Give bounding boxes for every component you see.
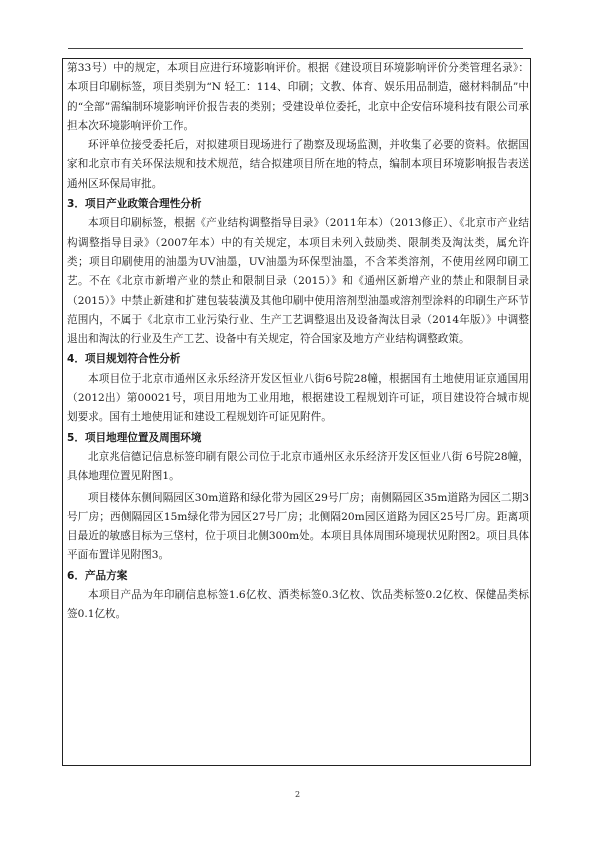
page-number: 2 <box>294 790 301 799</box>
paragraph-surroundings: 项目楼体东侧间隔园区30m道路和绿化带为园区29号厂房；南侧隔园区35m道路为园区二期3号厂房；西侧隔园区15m绿化带为园区27号厂房；北侧隔20m园区道路为园区25号厂房。距离项目最近的敏感目标为三垡村，位于项目北侧300m处。本项目具体周围环境现状见附图2。项目具体平面布置详见附图3。 <box>67 491 529 562</box>
paragraph-product-plan: 本项目产品为年印刷信息标签1.6亿枚、酒类标签0.3亿枚、饮品类标签0.2亿枚、保健品类标签0.1亿枚。 <box>67 589 529 621</box>
paragraph-industrial-policy: 本项目印刷标签，根据《产业结构调整指导目录》（2011年本）（2013修正）、《北京市产业结构调整指导目录》（2007年本）中的有关规定，本项目未列入鼓励类、限制类及淘汰类，属允许类；项目印刷使用的油墨为UV油墨，UV油墨为环保型油墨，不含苯类溶剂，不使用丝网印刷工艺。不在《北京市新增产业的禁止和限制目录（2015）》和《通州区新增产业的禁止和限制目录（2015）》中禁止新建和扩建包装装潢及其他印刷中使用溶剂型油墨或溶剂型涂料的印刷生产环节范围内，不属于《北京市工业污染行业、生产工艺调整退出及设备淘汰目录（2014年版）》中调整退出和淘汰的行业及生产工艺、设备中有关规定，符合国家及地方产业结构调整政策。 <box>67 217 529 346</box>
header-rule <box>68 48 523 49</box>
paragraph-eia-unit: 环评单位接受委托后，对拟建项目现场进行了勘察及现场监测，并收集了必要的资料。依据国家和北京市有关环保法规和技术规范，结合拟建项目所在地的特点，编制本项目环境影响报告表送通州区环保局审批。 <box>67 139 529 190</box>
section-heading-product-plan: 6．产品方案 <box>67 569 128 582</box>
section-heading-planning-compliance: 4．项目规划符合性分析 <box>67 353 181 366</box>
paragraph-continuation: 第33号）中的规定，本项目应进行环境影响评价。根据《建设项目环境影响评价分类管理名录》：本项目印刷标签，项目类别为“N 轻工：114、印刷；文教、体育、娱乐用品制造，磁材料制品”中的“全部”需编制环境影响评价报告表的类别；受建设单位委托，北京中企安信环境科技有限公司承担本次环境影响评价工作。 <box>67 62 529 132</box>
section-heading-location: 5．项目地理位置及周围环境 <box>67 431 202 444</box>
section-heading-industrial-policy: 3．项目产业政策合理性分析 <box>67 198 202 211</box>
document-body <box>67 59 529 625</box>
paragraph-planning-compliance: 本项目位于北京市通州区永乐经济开发区恒业八街6号院28幢，根据国有土地使用证京通国用（2012出）第00021号，项目用地为工业用地，根据建设工程规划许可证，项目建设符合城市规划要求。国有土地使用证和建设工程规划许可证见附件。 <box>67 372 529 424</box>
paragraph-location: 北京兆信德记信息标签印刷有限公司位于北京市通州区永乐经济开发区恒业八街 6号院28幢，具体地理位置见附图1。 <box>67 450 529 483</box>
